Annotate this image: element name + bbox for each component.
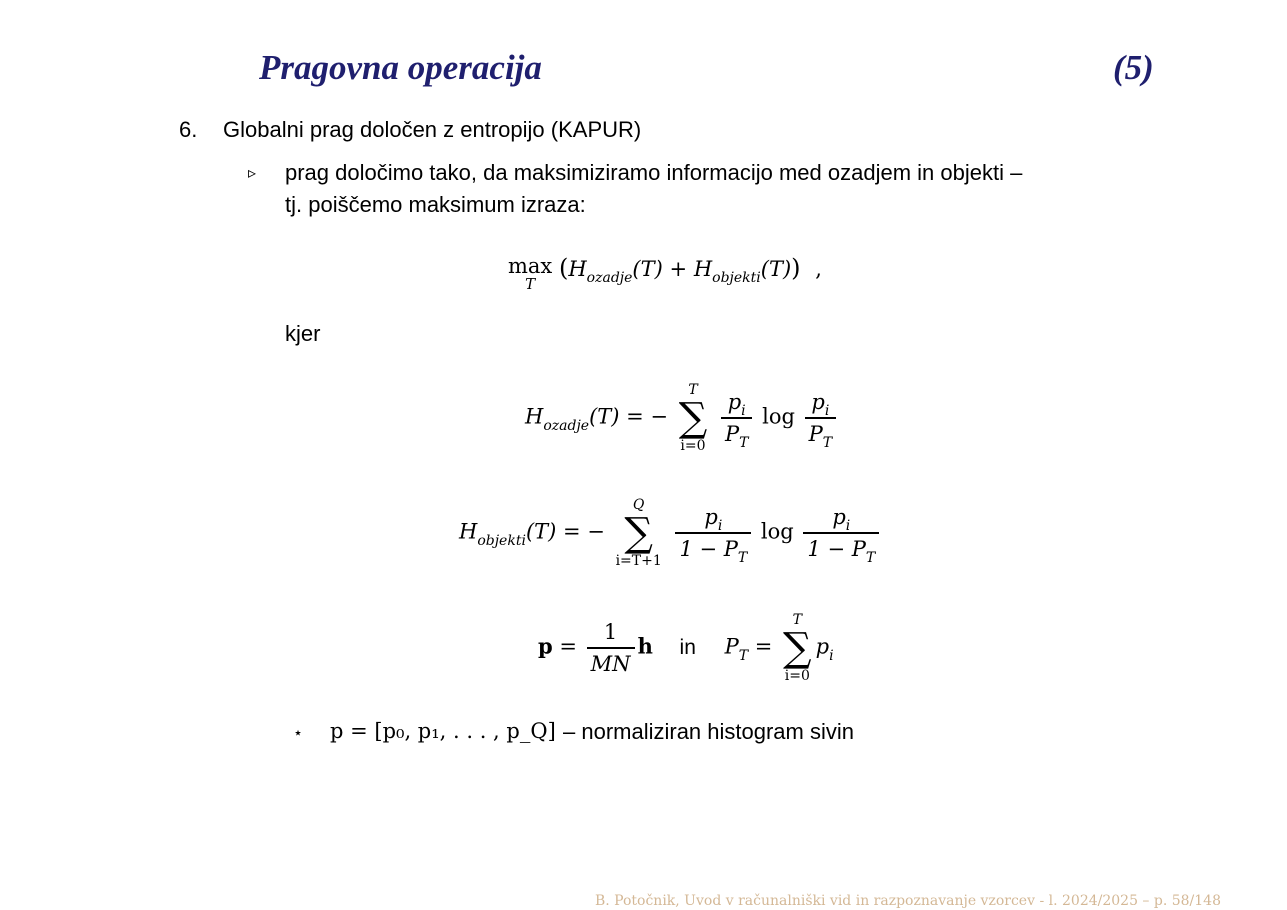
footer: B. Potočnik, Uvod v računalniški vid in razpoznavanje vzorcev - l. 2024/2025 – p. 58/148 xyxy=(594,893,1221,909)
sum-icon: ∑ xyxy=(783,625,812,671)
frac-den-sub: T xyxy=(739,435,749,451)
frac-den: 1 − P xyxy=(679,537,738,561)
frac-den-sub: T xyxy=(737,550,748,566)
frac-den-sub: T xyxy=(822,435,833,451)
item-number: 6. xyxy=(179,117,198,142)
sum-lower: i=0 xyxy=(680,438,706,454)
log-label: log xyxy=(760,519,794,544)
star-text: – normaliziran histogram sivin xyxy=(563,719,854,744)
star-math: p = [p₀, p₁, . . . , p_Q] xyxy=(330,719,556,743)
h-objekti-sub: objekti xyxy=(712,270,761,286)
h-objekti-lhs-arg: (T) = − xyxy=(525,519,605,544)
h-ozadje-sub: ozadje xyxy=(586,270,633,286)
arg-1: (T) xyxy=(632,257,663,281)
frac-num-sub: i xyxy=(741,403,746,419)
h-ozadje-equation xyxy=(525,382,839,454)
frac-den: MN xyxy=(590,652,631,676)
fraction-3 xyxy=(675,505,751,566)
in-label: in xyxy=(679,635,696,659)
sum-ozadje xyxy=(679,382,708,454)
p-definition-equation xyxy=(538,612,834,684)
frac-num-sub: i xyxy=(845,518,851,534)
sum-upper: Q xyxy=(632,497,645,513)
frac-num: 1 xyxy=(603,620,618,644)
frac-num: p xyxy=(727,390,742,414)
fraction-2 xyxy=(805,390,836,451)
fraction-4 xyxy=(803,505,879,566)
frac-num-sub: i xyxy=(824,403,830,419)
h-vector: h xyxy=(637,633,653,659)
equals-2: = xyxy=(754,634,773,659)
bullet-line1: prag določimo tako, da maksimiziramo informacijo med ozadjem in objekti – xyxy=(285,160,1023,185)
frac-den: P xyxy=(724,422,740,446)
log-label: log xyxy=(762,404,795,429)
h-objekti-lhs-sub: objekti xyxy=(477,532,526,549)
frac-den-sub: T xyxy=(865,550,876,566)
frac-num: p xyxy=(704,505,718,529)
fraction-mn xyxy=(587,620,635,676)
equals-1: = xyxy=(559,634,577,659)
pt-sub: T xyxy=(738,647,749,664)
sum-upper: T xyxy=(688,382,698,398)
sum-icon: ∑ xyxy=(678,395,708,441)
sum-upper: T xyxy=(792,612,802,628)
h-ozadje-lhs: H xyxy=(525,404,544,429)
paren-open: ( xyxy=(558,254,569,282)
bullet-line2: tj. poiščemo maksimum izraza: xyxy=(285,192,586,217)
plus-sign: + xyxy=(669,257,688,281)
arg-2: (T) xyxy=(760,257,792,281)
pt-symbol: P xyxy=(724,634,739,659)
paren-close: ) xyxy=(791,254,801,282)
slide-title: Pragovna operacija xyxy=(259,48,542,87)
frac-num: p xyxy=(832,505,846,529)
h-ozadje-lhs-arg: (T) = − xyxy=(589,404,669,429)
frac-num: p xyxy=(811,390,825,414)
max-equation xyxy=(508,254,822,293)
sum-lower: i=0 xyxy=(784,668,810,684)
sum-objekti xyxy=(616,497,662,569)
trailing-comma: , xyxy=(815,257,822,281)
pi-symbol: p xyxy=(815,634,830,659)
fraction-1 xyxy=(721,390,752,451)
frac-num-sub: i xyxy=(717,518,723,534)
h-objekti-symbol: H xyxy=(693,257,713,281)
p-vector: p xyxy=(538,633,553,659)
h-ozadje-lhs-sub: ozadje xyxy=(543,417,590,434)
sum-lower: i=T+1 xyxy=(615,553,662,569)
star-marker: ⋆ xyxy=(293,723,304,742)
sum-pt xyxy=(783,612,812,684)
slide-number: (5) xyxy=(1113,48,1154,87)
h-objekti-lhs: H xyxy=(459,519,478,544)
frac-den: 1 − P xyxy=(807,537,866,561)
pi-sub: i xyxy=(829,647,834,664)
max-under: T xyxy=(525,275,536,293)
h-ozadje-symbol: H xyxy=(568,257,587,281)
kjer-label: kjer xyxy=(285,321,321,346)
bullet-marker: ▹ xyxy=(248,163,257,182)
item-text: Globalni prag določen z entropijo (KAPUR) xyxy=(223,117,642,142)
sum-icon: ∑ xyxy=(624,510,653,556)
h-objekti-equation xyxy=(459,497,882,569)
max-operator: max xyxy=(508,254,553,278)
frac-den: P xyxy=(808,422,823,446)
